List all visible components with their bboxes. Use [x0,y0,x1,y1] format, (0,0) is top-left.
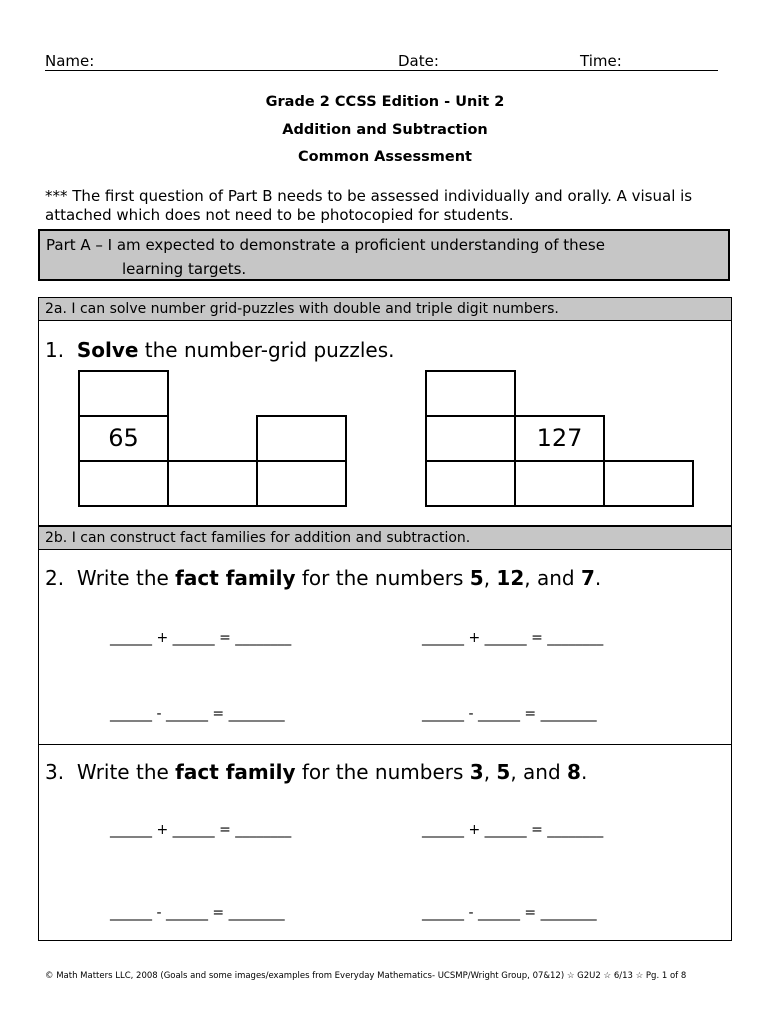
q2-number-2: 12 [496,566,525,590]
q3-number-2: 5 [496,760,511,784]
q2-text: for the numbers [295,566,470,590]
puzzle1-cell-given: 65 [78,415,169,462]
q3-number-3: 8 [567,760,581,784]
target-2b: 2b. I can construct fact families for addition and subtraction. [38,526,732,550]
puzzle2-cell-given: 127 [514,415,605,462]
q2-bold: fact family [175,566,296,590]
q3-text: , and [510,760,568,784]
part-a-line-2: learning targets. [122,260,247,278]
q1-number: 1. [45,338,65,362]
puzzle1-cell[interactable] [78,460,169,507]
q2-number-3: 7 [580,566,595,590]
puzzle1-cell[interactable] [167,460,258,507]
question-1 [45,338,395,362]
name-label: Name: [45,52,95,70]
q2-addition-blank[interactable]: ______ + ______ = ________ [110,630,292,646]
question-2 [45,566,601,590]
q3-bold: fact family [175,760,296,784]
q1-text: the number-grid puzzles. [138,338,395,362]
q3-text: , [483,760,497,784]
q3-addition-blank[interactable]: ______ + ______ = ________ [110,822,292,838]
puzzle2-cell[interactable] [425,370,516,417]
part-a-line-1: Part A – I am expected to demonstrate a proficient understanding of these [46,236,605,254]
puzzle2-cell[interactable] [425,415,516,462]
part-a-box [38,229,730,281]
header-underline [45,70,718,71]
title-line-2: Addition and Subtraction [282,122,488,138]
q3-number-1: 3 [469,760,484,784]
question-3 [45,760,587,784]
q2-subtraction-blank[interactable]: ______ - ______ = ________ [422,706,597,722]
q1-verb: Solve [76,338,139,362]
date-label: Date: [398,52,439,70]
assessment-note: *** The first question of Part B needs to be assessed individually and orally. A visual is attached which does not need to be photocopied for students. [45,187,693,224]
q2-addition-blank[interactable]: ______ + ______ = ________ [422,630,604,646]
time-label: Time: [580,52,622,70]
q3-number: 3. [45,760,65,784]
q2-text: , [483,566,497,590]
q2-subtraction-blank[interactable]: ______ - ______ = ________ [110,706,285,722]
q3-subtraction-blank[interactable]: ______ - ______ = ________ [110,905,285,921]
title-line-1: Grade 2 CCSS Edition - Unit 2 [265,94,505,110]
puzzle1-cell[interactable] [256,415,347,462]
q2-text: Write the [76,566,176,590]
puzzle2-cell[interactable] [425,460,516,507]
q2-text: , and [524,566,581,590]
q3-text: for the numbers [295,760,470,784]
puzzle2-cell[interactable] [603,460,694,507]
puzzle2-cell[interactable] [514,460,605,507]
puzzle1-cell[interactable] [256,460,347,507]
target-2a: 2a. I can solve number grid-puzzles with double and triple digit numbers. [38,297,732,321]
q3-text: Write the [76,760,176,784]
q3-subtraction-blank[interactable]: ______ - ______ = ________ [422,905,597,921]
q3-text: . [580,760,588,784]
q2-text: . [594,566,602,590]
page-footer: © Math Matters LLC, 2008 (Goals and some images/examples from Everyday Mathematics- UCSMP/Wright Group, 07&12) ☆ G2U2 ☆ 6/13 ☆ Pg. 1 of 8 [45,971,687,981]
q3-addition-blank[interactable]: ______ + ______ = ________ [422,822,604,838]
q2-number: 2. [45,566,65,590]
puzzle1-cell[interactable] [78,370,169,417]
q2-number-1: 5 [469,566,484,590]
title-line-3: Common Assessment [298,149,472,165]
